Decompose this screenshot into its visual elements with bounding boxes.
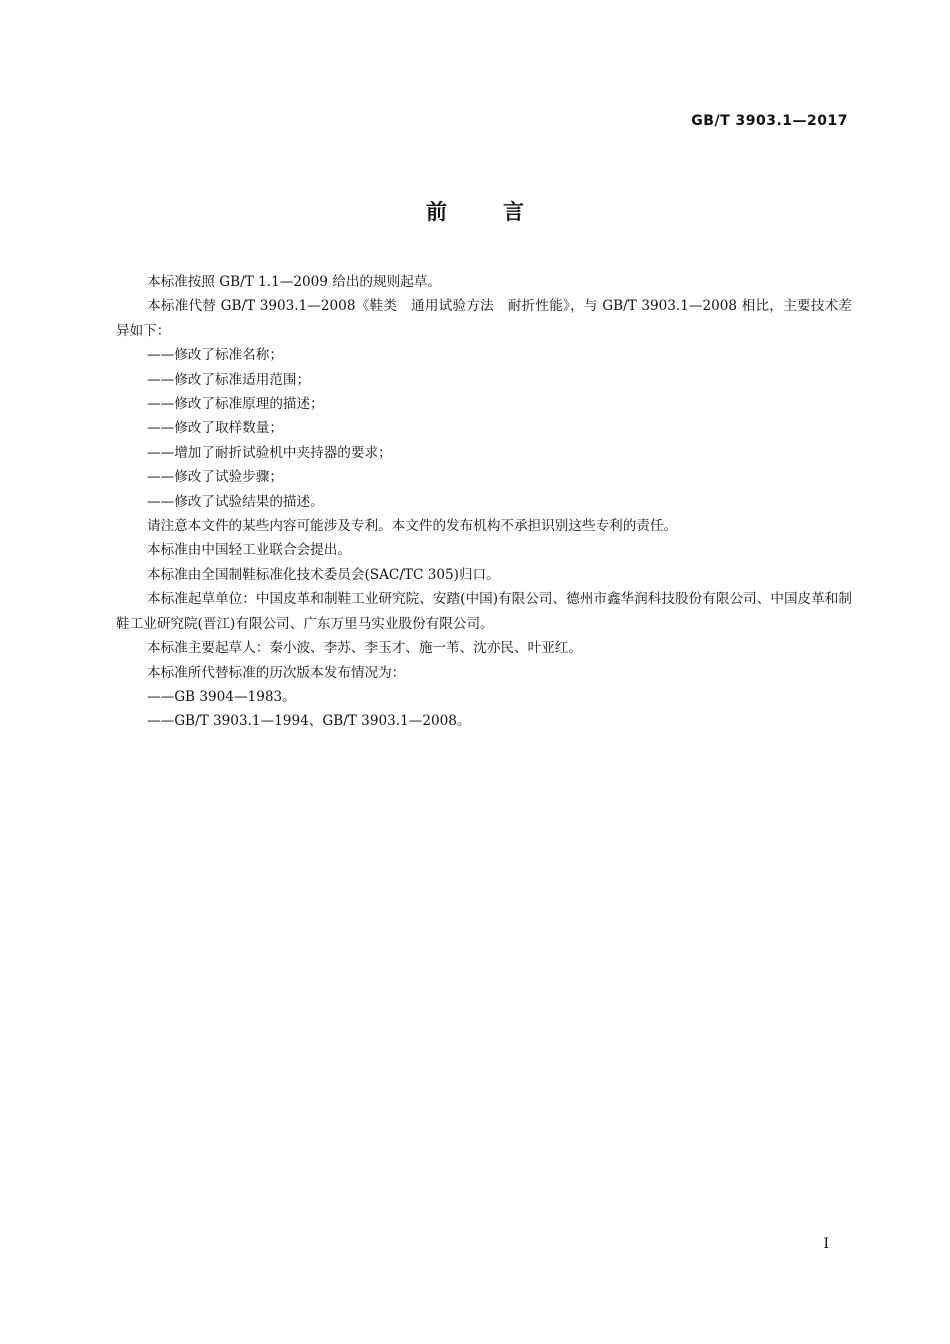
change-item: ——修改了标准适用范围； — [147, 371, 311, 388]
standard-code-header: GB/T 3903.1—2017 — [691, 113, 848, 129]
paragraph-history-intro: 本标准所代替标准的历次版本发布情况为： — [147, 664, 406, 681]
page-title — [0, 196, 950, 226]
history-item: ——GB 3904—1983。 — [147, 688, 296, 705]
paragraph-committee: 本标准由全国制鞋标准化技术委员会(SAC/TC 305)归口。 — [147, 566, 500, 583]
paragraph-patent-notice: 请注意本文件的某些内容可能涉及专利。本文件的发布机构不承担识别这些专利的责任。 — [147, 518, 678, 535]
change-item: ——修改了标准名称； — [147, 347, 283, 364]
title-char-2: 言 — [503, 200, 524, 224]
change-item: ——增加了耐折试验机中夹持器的要求； — [147, 444, 392, 461]
page-number: I — [823, 1236, 829, 1252]
paragraph-drafting-rules: 本标准按照 GB/T 1.1—2009 给出的规则起草。 — [147, 274, 441, 290]
paragraph-drafters: 本标准主要起草人：秦小波、李苏、李玉才、施一苇、沈亦民、叶亚红。 — [147, 640, 582, 657]
foreword-body — [116, 270, 852, 734]
change-item: ——修改了试验步骤； — [147, 469, 283, 486]
change-item: ——修改了标准原理的描述； — [147, 396, 324, 413]
paragraph-drafting-units: 本标准起草单位：中国皮革和制鞋工业研究院、安踏(中国)有限公司、德州市鑫华润科技股份有限公司、中国皮革和制鞋工业研究院(晋江)有限公司、广东万里马实业股份有限公司。 — [116, 591, 852, 632]
change-item: ——修改了试验结果的描述。 — [147, 493, 324, 510]
paragraph-replacement: 本标准代替 GB/T 3903.1—2008《鞋类 通用试验方法 耐折性能》，与 GB/T 3903.1—2008 相比，主要技术差异如下： — [116, 298, 852, 339]
change-item: ——修改了取样数量； — [147, 420, 283, 437]
paragraph-proposer: 本标准由中国轻工业联合会提出。 — [147, 542, 351, 559]
title-char-1: 前 — [426, 200, 447, 224]
history-item: ——GB/T 3903.1—1994、GB/T 3903.1—2008。 — [147, 713, 471, 730]
